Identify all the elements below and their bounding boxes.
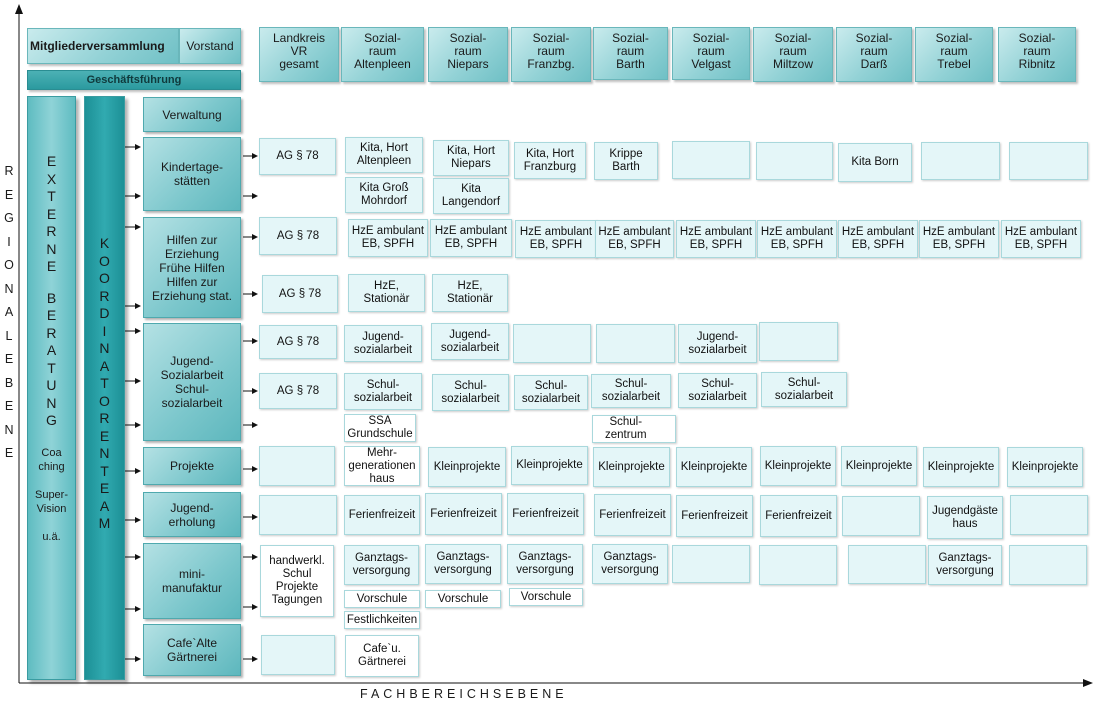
region-header-franzburg: Sozial- raum Franzbg. <box>511 27 591 82</box>
vertical-letter: O <box>4 258 14 272</box>
vertical-letter: N <box>99 340 110 356</box>
cell-hze-ribnitz: HzE ambulant EB, SPFH <box>1001 220 1081 258</box>
cell-jugendsoz-velgast: Jugend- sozialarbeit <box>678 324 757 363</box>
vertical-letter: E <box>46 258 57 274</box>
cell-hze-velgast: HzE ambulant EB, SPFH <box>676 220 756 258</box>
vertical-letter: N <box>4 422 14 437</box>
arrow-left-head <box>135 554 141 560</box>
cell-kita-altenpleen: Kita, Hort Altenpleen <box>345 137 423 173</box>
cell-handwerkl-projekte: handwerkl. Schul Projekte Tagungen <box>260 545 334 617</box>
cell-kita-franzburg: Kita, Hort Franzburg <box>514 142 586 179</box>
cell-ag78-hze: AG § 78 <box>259 217 337 255</box>
vertical-letter: T <box>47 188 56 204</box>
cell-ganztag-barth: Ganztags- versorgung <box>592 544 668 584</box>
vertical-letter: E <box>46 307 57 323</box>
x-axis-label: FACHBEREICHSEBENE <box>360 687 568 701</box>
arrow-left-head <box>135 517 141 523</box>
cell-schulsoz-niepars: Schul- sozialarbeit <box>432 374 509 411</box>
cell-empty-ribnitz-erholung <box>1010 495 1088 535</box>
cell-kleinprojekte-franzburg: Kleinprojekte <box>511 446 588 485</box>
cell-kita-niepars: Kita, Hort Niepars <box>433 140 509 176</box>
arrow-left-head <box>135 422 141 428</box>
vertical-letter: O <box>99 270 110 286</box>
cell-kita-langendorf: Kita Langendorf <box>433 178 509 214</box>
cell-ferien-velgast: Ferienfreizeit <box>676 495 753 537</box>
arrow-right-head <box>252 554 258 560</box>
cell-hze-miltzow: HzE ambulant EB, SPFH <box>757 220 837 258</box>
cell-empty-ribnitz-mini <box>1009 545 1087 585</box>
cell-empty-velgast-mini <box>672 545 750 583</box>
cell-schulsoz-miltzow: Schul- sozialarbeit <box>761 372 847 407</box>
vertical-letter: T <box>100 462 109 479</box>
cell-ag78-jugend: AG § 78 <box>259 325 337 359</box>
arrow-right-head <box>252 338 258 344</box>
cell-empty-darss-mini <box>848 545 926 584</box>
externe-beratung-sub: Coa ching Super- Vision u.ä. <box>34 446 69 543</box>
arrow-left-head <box>135 378 141 384</box>
vertical-letter: R <box>99 287 110 304</box>
cell-schulsoz-velgast: Schul- sozialarbeit <box>678 373 757 408</box>
vertical-letter: T <box>47 359 56 376</box>
cell-empty-barth-jugend <box>596 324 675 363</box>
arrow-left-head <box>135 606 141 612</box>
vertical-letter: D <box>99 305 110 321</box>
region-header-darss: Sozial- raum Darß <box>836 27 912 82</box>
vertical-letter: E <box>4 187 14 202</box>
cell-empty-trebel-kita <box>921 142 1000 180</box>
cell-ganztag-altenpleen: Ganztags- versorgung <box>344 545 419 585</box>
category-jugenderholung: Jugend- erholung <box>143 492 241 537</box>
vertical-letter: B <box>4 375 14 390</box>
vertical-letter: N <box>46 394 57 411</box>
cell-empty-landkreis-projekte <box>259 446 335 486</box>
category-kindertagesstaetten: Kindertage- stätten <box>143 137 241 211</box>
cell-ferien-franzburg: Ferienfreizeit <box>507 493 584 535</box>
cell-kleinprojekte-barth: Kleinprojekte <box>593 447 670 487</box>
category-cafe: Cafe`Alte Gärtnerei <box>143 624 241 676</box>
cell-empty-darss-erholung <box>842 496 920 536</box>
cell-schulsoz-altenpleen: Schul- sozialarbeit <box>344 373 422 410</box>
region-header-velgast: Sozial- raum Velgast <box>672 27 750 80</box>
vertical-letter: O <box>99 392 110 409</box>
arrow-right-head <box>252 514 258 520</box>
region-header-barth: Sozial- raum Barth <box>593 27 668 80</box>
cell-jugendsoz-altenpleen: Jugend- sozialarbeit <box>344 325 422 362</box>
vertical-letter: A <box>46 342 57 358</box>
arrow-right-head <box>252 422 258 428</box>
vertical-letter: G <box>4 211 14 225</box>
cell-schulsoz-barth: Schul- sozialarbeit <box>591 374 671 408</box>
category-projekte: Projekte <box>143 447 241 485</box>
cell-hze-stat-niepars: HzE, Stationär <box>432 274 508 312</box>
cell-ferien-miltzow: Ferienfreizeit <box>760 495 837 537</box>
vertical-letter: E <box>4 399 14 413</box>
vertical-letter: E <box>46 205 57 222</box>
category-minimanufaktur: mini- manufaktur <box>143 543 241 619</box>
vertical-letter: E <box>4 446 14 460</box>
arrow-left-head <box>135 328 141 334</box>
cell-hze-stat-altenpleen: HzE, Stationär <box>348 274 425 312</box>
cell-empty-miltzow-mini <box>759 545 837 585</box>
cell-kleinprojekte-velgast: Kleinprojekte <box>676 447 752 487</box>
cell-ag78-hze-stat: AG § 78 <box>262 275 338 313</box>
vertical-letter: X <box>46 170 57 187</box>
cell-empty-velgast-kita <box>672 141 750 179</box>
mitgliederversammlung-box: Mitgliederversammlung <box>27 28 179 64</box>
vertical-letter: R <box>99 410 110 426</box>
cell-festlichkeiten: Festlichkeiten <box>344 611 420 629</box>
cell-kita-born: Kita Born <box>838 143 912 182</box>
cell-ganztag-trebel: Ganztags- versorgung <box>928 545 1002 585</box>
arrow-right-head <box>252 604 258 610</box>
vertical-letter: R <box>46 324 57 341</box>
cell-kleinprojekte-niepars: Kleinprojekte <box>428 447 506 487</box>
cell-kleinprojekte-trebel: Kleinprojekte <box>923 447 999 487</box>
cell-krippe-barth: Krippe Barth <box>594 142 658 180</box>
arrow-left-head <box>135 468 141 474</box>
cell-schulzentrum: Schul- zentrum <box>592 415 676 443</box>
region-header-trebel: Sozial- raum Trebel <box>915 27 993 82</box>
cell-ssa-grundschule: SSA Grundschule <box>344 414 416 442</box>
cell-schulsoz-franzburg: Schul- sozialarbeit <box>514 375 588 410</box>
vertical-letter: O <box>99 252 110 269</box>
vertical-letter: K <box>99 235 110 251</box>
cell-ferien-niepars: Ferienfreizeit <box>425 493 502 535</box>
vertical-letter: M <box>98 515 111 531</box>
cell-hze-altenpleen: HzE ambulant EB, SPFH <box>348 219 428 257</box>
cell-ag78-schul: AG § 78 <box>259 373 337 409</box>
cell-ganztag-franzburg: Ganztags- versorgung <box>507 544 583 584</box>
vertical-letter: E <box>99 427 110 444</box>
vertical-letter: E <box>99 480 110 496</box>
region-header-landkreis: Landkreis VR gesamt <box>259 27 339 82</box>
vertical-letter: E <box>46 153 57 169</box>
cell-vorschule-niepars: Vorschule <box>425 590 501 608</box>
cell-ferien-altenpleen: Ferienfreizeit <box>344 495 420 535</box>
category-hilfen-zur-erziehung: Hilfen zur Erziehung Frühe Hilfen Hilfen zur Erziehung stat. <box>143 217 241 318</box>
arrow-right-head <box>252 153 258 159</box>
vertical-letter: N <box>46 240 57 257</box>
vertical-letter: I <box>102 322 107 339</box>
vertical-letter: L <box>5 328 13 343</box>
region-header-altenpleen: Sozial- raum Altenpleen <box>341 27 424 82</box>
cell-hze-barth: HzE ambulant EB, SPFH <box>595 220 674 258</box>
vertical-letter: I <box>7 234 11 249</box>
arrow-right-head <box>252 193 258 199</box>
cell-mehrgenerationenhaus: Mehr- generationen haus <box>344 446 420 486</box>
cell-kita-gross-mohrdorf: Kita Groß Mohrdorf <box>345 177 423 213</box>
category-verwaltung: Verwaltung <box>143 97 241 132</box>
vertical-letter: A <box>99 357 110 374</box>
cell-empty-landkreis-erholung <box>259 495 337 535</box>
arrow-left-head <box>135 144 141 150</box>
arrow-right-head <box>252 234 258 240</box>
vertical-letter: R <box>46 223 57 239</box>
arrow-right-head <box>252 466 258 472</box>
cell-empty-franzburg-jugend <box>513 324 591 363</box>
cell-vorschule-franzburg: Vorschule <box>509 588 583 606</box>
category-jugendsozialarbeit: Jugend- Sozialarbeit Schul- sozialarbeit <box>143 323 241 441</box>
vertical-letter: R <box>4 164 14 178</box>
arrow-right-head <box>252 388 258 394</box>
cell-hze-trebel: HzE ambulant EB, SPFH <box>919 220 999 258</box>
arrow-left-head <box>135 303 141 309</box>
cell-cafe-gaertnerei: Cafe`u. Gärtnerei <box>345 635 419 677</box>
cell-kleinprojekte-darss: Kleinprojekte <box>841 446 917 486</box>
cell-empty-miltzow-kita <box>756 142 833 180</box>
cell-vorschule-altenpleen: Vorschule <box>344 590 420 608</box>
cell-empty-landkreis-cafe <box>261 635 335 675</box>
region-header-miltzow: Sozial- raum Miltzow <box>753 27 833 82</box>
region-header-ribnitz: Sozial- raum Ribnitz <box>998 27 1076 82</box>
cell-empty-miltzow-jugend <box>759 322 838 361</box>
vertical-letter: U <box>46 377 57 393</box>
vertical-letter: A <box>99 497 110 514</box>
vertical-letter: A <box>4 305 14 319</box>
vertical-letter: N <box>4 281 14 296</box>
cell-jugendsoz-niepars: Jugend- sozialarbeit <box>431 323 509 360</box>
vertical-letter: N <box>99 445 110 461</box>
arrow-left-head <box>135 193 141 199</box>
cell-hze-darss: HzE ambulant EB, SPFH <box>838 220 918 258</box>
arrow-right-head <box>252 656 258 662</box>
cell-kleinprojekte-miltzow: Kleinprojekte <box>760 446 836 486</box>
cell-ag78-kita: AG § 78 <box>259 138 336 175</box>
cell-hze-niepars: HzE ambulant EB, SPFH <box>430 219 512 257</box>
vertical-letter: B <box>46 289 57 306</box>
geschaeftsfuehrung-bar: Geschäftsführung <box>27 70 241 90</box>
cell-jugendgaestehaus: Jugendgäste haus <box>927 496 1003 539</box>
region-header-niepars: Sozial- raum Niepars <box>428 27 508 82</box>
vorstand-box: Vorstand <box>179 28 241 64</box>
cell-empty-ribnitz-kita <box>1009 142 1088 180</box>
vertical-letter: T <box>100 375 109 391</box>
arrow-right-head <box>252 291 258 297</box>
arrow-left-head <box>135 656 141 662</box>
vertical-letter: E <box>4 352 14 366</box>
cell-ganztag-niepars: Ganztags- versorgung <box>425 544 501 584</box>
arrow-left-head <box>135 224 141 230</box>
cell-kleinprojekte-ribnitz: Kleinprojekte <box>1007 447 1083 487</box>
vertical-letter: G <box>46 412 57 428</box>
cell-ferien-barth: Ferienfreizeit <box>594 494 671 536</box>
cell-hze-franzburg: HzE ambulant EB, SPFH <box>515 220 597 258</box>
